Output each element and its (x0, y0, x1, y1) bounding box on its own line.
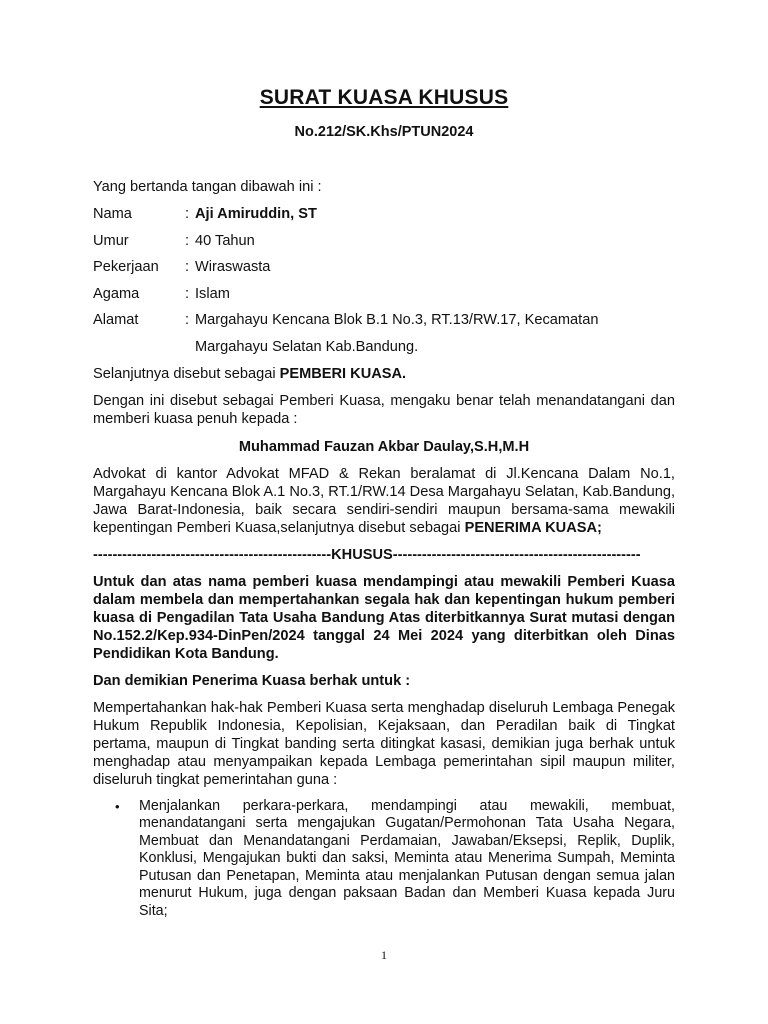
field-label: Agama (93, 285, 140, 302)
field-value: Aji Amiruddin, ST (195, 206, 317, 222)
document-number: No.212/SK.Khs/PTUN2024 (294, 124, 474, 140)
penerima-kuasa-label: PENERIMA KUASA; (464, 519, 602, 536)
page-number: 1 (381, 948, 387, 962)
address-continuation: Margahayu Selatan Kab.Bandung. (195, 338, 419, 355)
attorney-description (93, 465, 675, 537)
field-nama (93, 205, 675, 232)
purpose-paragraph: Untuk dan atas nama pemberi kuasa mendampingi atau mewakili Pemberi Kuasa dalam membela dan mempertahankan segala hak dan kepentingan hukum pemberi kuasa di Pengadilan Tata Usaha Bandung Atas diterbitkannya Surat mutasi dengan No.152.2/Kep.934-DinPen/2024 tanggal 24 Mei 2024 yang diterbitkan oleh Dinas Pendidikan Kota Bandung. (93, 573, 675, 662)
rights-heading: Dan demikian Penerima Kuasa berhak untuk : (93, 672, 411, 689)
field-umur (93, 232, 675, 259)
field-label: Alamat (93, 312, 139, 328)
pemberi-kuasa-label: PEMBERI KUASA. (279, 365, 407, 382)
list-item (93, 798, 675, 921)
field-pekerjaan (93, 258, 675, 285)
document-body (93, 178, 675, 920)
field-label: Umur (93, 232, 129, 249)
field-separator: : (185, 232, 190, 249)
intro-text: Yang bertanda tangan dibawah ini : (93, 179, 322, 195)
field-label: Pekerjaan (93, 259, 159, 275)
rights-list (93, 798, 675, 921)
field-separator: : (185, 259, 190, 275)
field-separator: : (185, 312, 190, 328)
grant-paragraph: Dengan ini disebut sebagai Pemberi Kuasa, mengaku benar telah menandatangani dan memberi kuasa penuh kepada : (93, 392, 675, 427)
khusus-divider: -------------------------------------------------KHUSUS--------------------------------------------------- (93, 546, 641, 563)
field-value: Margahayu Kencana Blok B.1 No.3, RT.13/RW.17, Kecamatan (195, 312, 599, 328)
rights-paragraph: Mempertahankan hak-hak Pemberi Kuasa serta menghadap diseluruh Lembaga Penegak Hukum Republik Indonesia, Kepolisian, Kejaksaan, dan Peradilan baik di Tingkat pertama, maupun di Tingkat banding serta ditingkat kasasi, demikian juga berhak untuk menghadap atau menyampaikan kepada Lembaga pemerintahan sipil maupun militer, diseluruh tingkat pemerintahan guna : (93, 699, 675, 788)
bullet-icon: • (115, 798, 120, 814)
field-agama (93, 285, 675, 312)
field-alamat (93, 311, 675, 338)
field-label: Nama (93, 206, 132, 222)
field-value: Wiraswasta (195, 259, 271, 275)
field-value: 40 Tahun (195, 232, 255, 249)
attorney-desc-text: Advokat di kantor Advokat MFAD & Rekan beralamat di Jl.Kencana Dalam No.1, Margahayu Kencana Blok A.1 No.3, RT.1/RW.14 Desa Margahayu Selatan, Kab.Bandung, Jawa Barat-Indonesia, baik secara sendiri-sendiri maupun bersama-sama mewakili kepentingan Pemberi Kuasa,selanjutnya disebut sebagai (93, 465, 675, 536)
field-separator: : (185, 285, 190, 302)
field-separator: : (185, 206, 190, 222)
list-item-text: Menjalankan perkara-perkara, mendampingi atau mewakili, membuat, menandatangani serta mengajukan Gugatan/Permohonan Tata Usaha Negara, Membuat dan Menandatangani Perdamaian, Jawaban/Eksepsi, Replik, Duplik, Konklusi, Mengajukan bukti dan saksi, Meminta atau Menerima Sumpah, Meminta Putusan dan Penetapan, Meminta atau menjalankan Putusan dengan semua jalan menurut Hukum, juga dengan paksaan Badan dan Memberi Kuasa kepada Juru Sita; (139, 797, 675, 919)
pemberi-prefix: Selanjutnya disebut sebagai (93, 365, 280, 382)
field-value: Islam (195, 285, 230, 302)
attorney-name: Muhammad Fauzan Akbar Daulay,S.H,M.H (238, 438, 530, 455)
pemberi-kuasa-line (93, 365, 675, 383)
document-title: SURAT KUASA KHUSUS (259, 86, 509, 109)
